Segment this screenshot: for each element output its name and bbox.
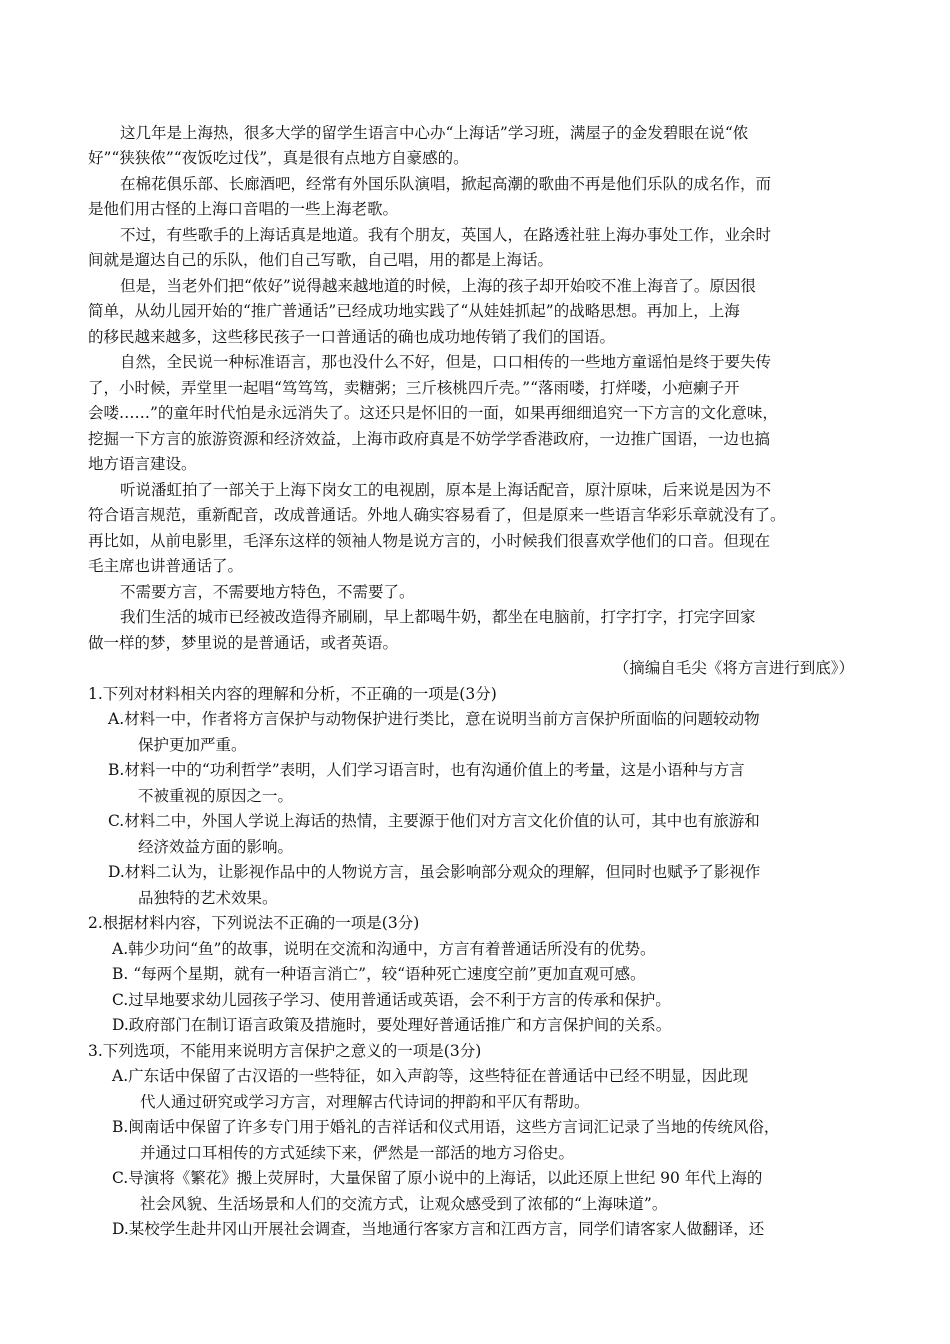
passage-p6-line2: 符合语言规范，重新配音，改成普通话。外地人确实容易看了，但是原来一些语言华彩乐章就没有了。	[88, 506, 786, 524]
question-1-option-d-cont: 品独特的艺术效果。	[138, 889, 278, 907]
question-3-option-c: C.导演将《繁花》搬上荧屏时，大量保留了原小说中的上海话，以此还原上世纪 90 年代上海的	[112, 1169, 763, 1187]
passage-p1-line1: 这几年是上海热，很多大学的留学生语言中心办“上海话”学习班，满屋子的金发碧眼在说“侬	[120, 124, 749, 142]
question-2-option-b: B. “每两个星期，就有一种语言消亡”，较“语种死亡速度空前”更加直观可感。	[112, 965, 646, 983]
passage-p6-line4: 毛主席也讲普通话了。	[88, 557, 244, 575]
passage-p3-line1: 不过，有些歌手的上海话真是地道。我有个朋友，英国人，在路透社驻上海办事处工作，业余时	[120, 226, 772, 244]
passage-p1-line2: 好”“狭狭侬”“夜饭吃过伐”，真是很有点地方自豪感的。	[88, 149, 469, 167]
question-3-option-d: D.某校学生赴井冈山开展社会调查，当地通行客家方言和江西方言，同学们请客家人做翻译，还	[112, 1220, 765, 1238]
passage-p5-line2: 了，小时候，弄堂里一起唱“笃笃笃，卖糖粥；三斤核桃四斤壳。”“落雨喽，打烊喽，小疤瘌子开	[88, 379, 740, 397]
question-3-option-b-cont: 并通过口耳相传的方式延续下来，俨然是一部活的地方习俗史。	[140, 1144, 575, 1162]
question-1-option-a: A.材料一中，作者将方言保护与动物保护进行类比，意在说明当前方言保护所面临的问题较动物	[108, 710, 760, 728]
passage-p4-line1: 但是，当老外们把“侬好”说得越来越地道的时候，上海的孩子却开始咬不准上海音了。原因很	[120, 277, 756, 295]
passage-p5-line4: 挖掘一下方言的旅游资源和经济效益，上海市政府真是不妨学学香港政府，一边推广国语，一边也搞	[88, 430, 771, 448]
question-1-option-b-cont: 不被重视的原因之一。	[138, 787, 294, 805]
question-2-option-c: C.过早地要求幼儿园孩子学习、使用普通话或英语，会不利于方言的传承和保护。	[112, 991, 671, 1009]
passage-p5-line5: 地方语言建设。	[88, 455, 197, 473]
passage-p5-line3: 会喽……”的童年时代怕是永远消失了。这还只是怀旧的一面，如果再细细追究一下方言的文化意味，	[88, 404, 778, 422]
question-1-option-b: B.材料一中的“功利哲学”表明，人们学习语言时，也有沟通价值上的考量，这是小语种与方言	[108, 761, 745, 779]
passage-p4-line3: 的移民越来越多，这些移民孩子一口普通话的确也成功地传销了我们的国语。	[88, 328, 616, 346]
question-1-option-c-cont: 经济效益方面的影响。	[138, 838, 294, 856]
passage-p6-line1: 听说潘虹拍了一部关于上海下岗女工的电视剧，原本是上海话配音，原汁原味，后来说是因为不	[120, 481, 772, 499]
question-3-stem: 3.下列选项，不能用来说明方言保护之意义的一项是(3分)	[88, 1042, 482, 1060]
question-3-option-a: A.广东话中保留了古汉语的一些特征，如入声韵等，这些特征在普通话中已经不明显，因此现	[112, 1067, 749, 1085]
passage-p3-line2: 间就是遛达自己的乐队，他们自己写歌，自己唱，用的都是上海话。	[88, 251, 554, 269]
passage-source: （摘编自毛尖《将方言进行到底》）	[613, 659, 854, 677]
passage-p5-line1: 自然，全民说一种标准语言，那也没什么不好，但是，口口相传的一些地方童谣怕是终于要失传	[120, 353, 772, 371]
passage-p8-line2: 做一样的梦，梦里说的是普通话，或者英语。	[88, 634, 399, 652]
question-1-option-c: C.材料二中，外国人学说上海话的热情，主要源于他们对方言文化价值的认可，其中也有旅游和	[108, 812, 760, 830]
question-1-stem: 1.下列对材料相关内容的理解和分析，不正确的一项是(3分)	[88, 685, 497, 703]
question-1-option-a-cont: 保护更加严重。	[138, 736, 247, 754]
question-2-option-a: A.韩少功问“鱼”的故事，说明在交流和沟通中，方言有着普通话所没有的优势。	[112, 940, 656, 958]
question-3-option-c-cont: 社会风貌、生活场景和人们的交流方式，让观众感受到了浓郁的“上海味道”。	[140, 1195, 668, 1213]
passage-p2-line2: 是他们用古怪的上海口音唱的一些上海老歌。	[88, 200, 399, 218]
passage-p2-line1: 在棉花俱乐部、长廊酒吧，经常有外国乐队演唱，掀起高潮的歌曲不再是他们乐队的成名作，而	[120, 175, 772, 193]
passage-p4-line2: 简单，从幼儿园开始的“推广普通话”已经成功地实践了“从娃娃抓起”的战略思想。再加上，上海	[88, 302, 740, 320]
question-2-stem: 2.根据材料内容，下列说法不正确的一项是(3分)	[88, 914, 420, 932]
passage-p7-line1: 不需要方言，不需要地方特色，不需要了。	[120, 583, 415, 601]
passage-p6-line3: 再比如，从前电影里，毛泽东这样的领袖人物是说方言的，小时候我们很喜欢学他们的口音。但现在	[88, 532, 771, 550]
question-2-option-d: D.政府部门在制订语言政策及措施时，要处理好普通话推广和方言保护间的关系。	[112, 1016, 672, 1034]
question-3-option-a-cont: 代人通过研究或学习方言，对理解古代诗词的押韵和平仄有帮助。	[140, 1093, 590, 1111]
question-3-option-b: B.闽南话中保留了许多专门用于婚礼的吉祥话和仪式用语，这些方言词汇记录了当地的传统风俗，	[112, 1118, 780, 1136]
question-1-option-d: D.材料二认为，让影视作品中的人物说方言，虽会影响部分观众的理解，但同时也赋予了影视作	[108, 863, 761, 881]
passage-p8-line1: 我们生活的城市已经被改造得齐刷刷，早上都喝牛奶，都坐在电脑前，打字打字，打完字回家	[120, 608, 756, 626]
